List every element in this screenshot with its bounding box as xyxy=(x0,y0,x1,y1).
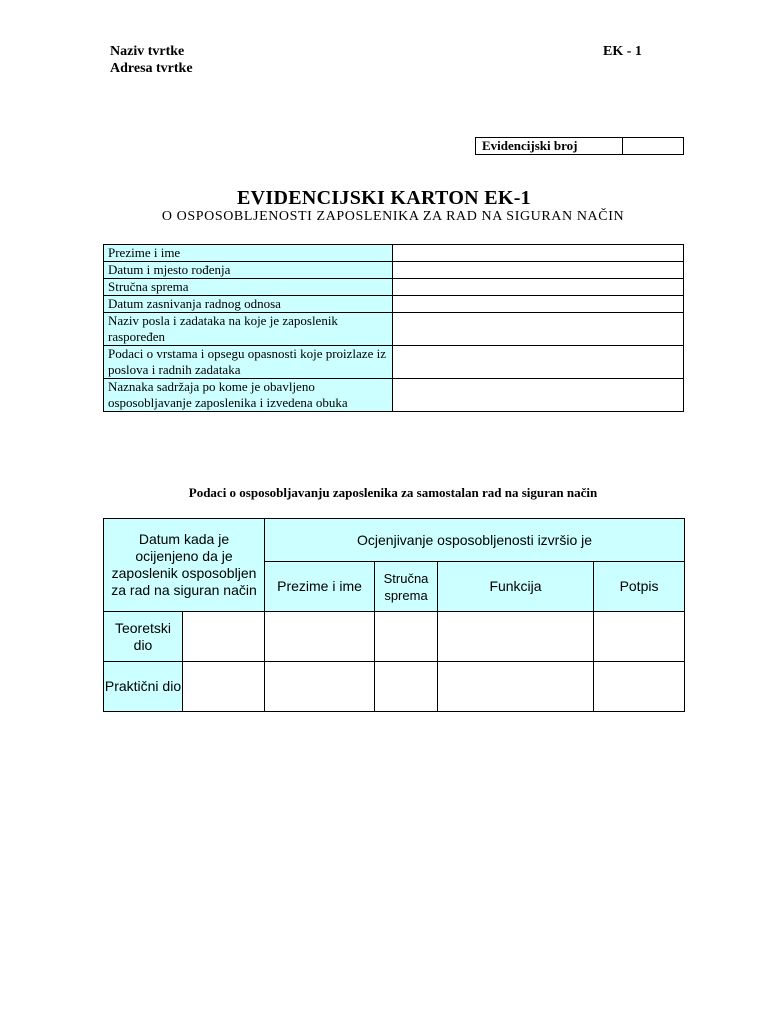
form-code: EK - 1 xyxy=(603,44,642,59)
info-label: Naziv posla i zadataka na koje je zaposlenik raspoređen xyxy=(104,313,393,346)
signature-field[interactable] xyxy=(594,662,685,712)
column-header: Prezime i ime xyxy=(265,562,375,612)
info-label: Prezime i ime xyxy=(104,245,393,262)
info-value-field[interactable] xyxy=(393,313,684,346)
info-label: Datum zasnivanja radnog odnosa xyxy=(104,296,393,313)
signature-field[interactable] xyxy=(594,612,685,662)
function-field[interactable] xyxy=(438,662,594,712)
info-value-field[interactable] xyxy=(393,262,684,279)
info-label: Naznaka sadržaja po kome je obavljeno osposobljavanje zaposlenika i izvedena obuka xyxy=(104,379,393,412)
evidence-number-box xyxy=(475,137,684,155)
info-value-field[interactable] xyxy=(393,279,684,296)
name-field[interactable] xyxy=(265,662,375,712)
row-label: Teoretski dio xyxy=(104,612,183,662)
page-title: EVIDENCIJSKI KARTON EK-1 xyxy=(237,187,531,209)
company-address: Adresa tvrtke xyxy=(110,61,193,76)
info-label: Datum i mjesto rođenja xyxy=(104,262,393,279)
company-name: Naziv tvrtke xyxy=(110,44,185,59)
section-title: Podaci o osposobljavanju zaposlenika za samostalan rad na siguran način xyxy=(188,485,598,500)
page-subtitle: O OSPOSOBLJENOSTI ZAPOSLENIKA ZA RAD NA SIGURAN NAČIN xyxy=(161,209,625,224)
info-label: Stručna sprema xyxy=(104,279,393,296)
info-value-field[interactable] xyxy=(393,346,684,379)
qualification-field[interactable] xyxy=(375,612,438,662)
date-header: Datum kada je ocijenjeno da je zaposlenik osposobljen za rad na siguran način xyxy=(104,519,265,612)
info-value-field[interactable] xyxy=(393,296,684,313)
name-field[interactable] xyxy=(265,612,375,662)
info-value-field[interactable] xyxy=(393,245,684,262)
employee-info-table xyxy=(103,244,684,412)
qualification-field[interactable] xyxy=(375,662,438,712)
info-value-field[interactable] xyxy=(393,379,684,412)
date-field[interactable] xyxy=(183,612,265,662)
evidence-number-label: Evidencijski broj xyxy=(476,138,623,155)
function-field[interactable] xyxy=(438,612,594,662)
assessment-header: Ocjenjivanje osposobljenosti izvršio je xyxy=(265,519,685,562)
date-field[interactable] xyxy=(183,662,265,712)
training-table xyxy=(103,518,685,712)
column-header: Funkcija xyxy=(438,562,594,612)
info-label: Podaci o vrstama i opsegu opasnosti koje proizlaze iz poslova i radnih zadataka xyxy=(104,346,393,379)
evidence-number-field[interactable] xyxy=(623,138,684,155)
row-label: Praktični dio xyxy=(104,662,183,712)
column-header: Stručna sprema xyxy=(375,562,438,612)
column-header: Potpis xyxy=(594,562,685,612)
